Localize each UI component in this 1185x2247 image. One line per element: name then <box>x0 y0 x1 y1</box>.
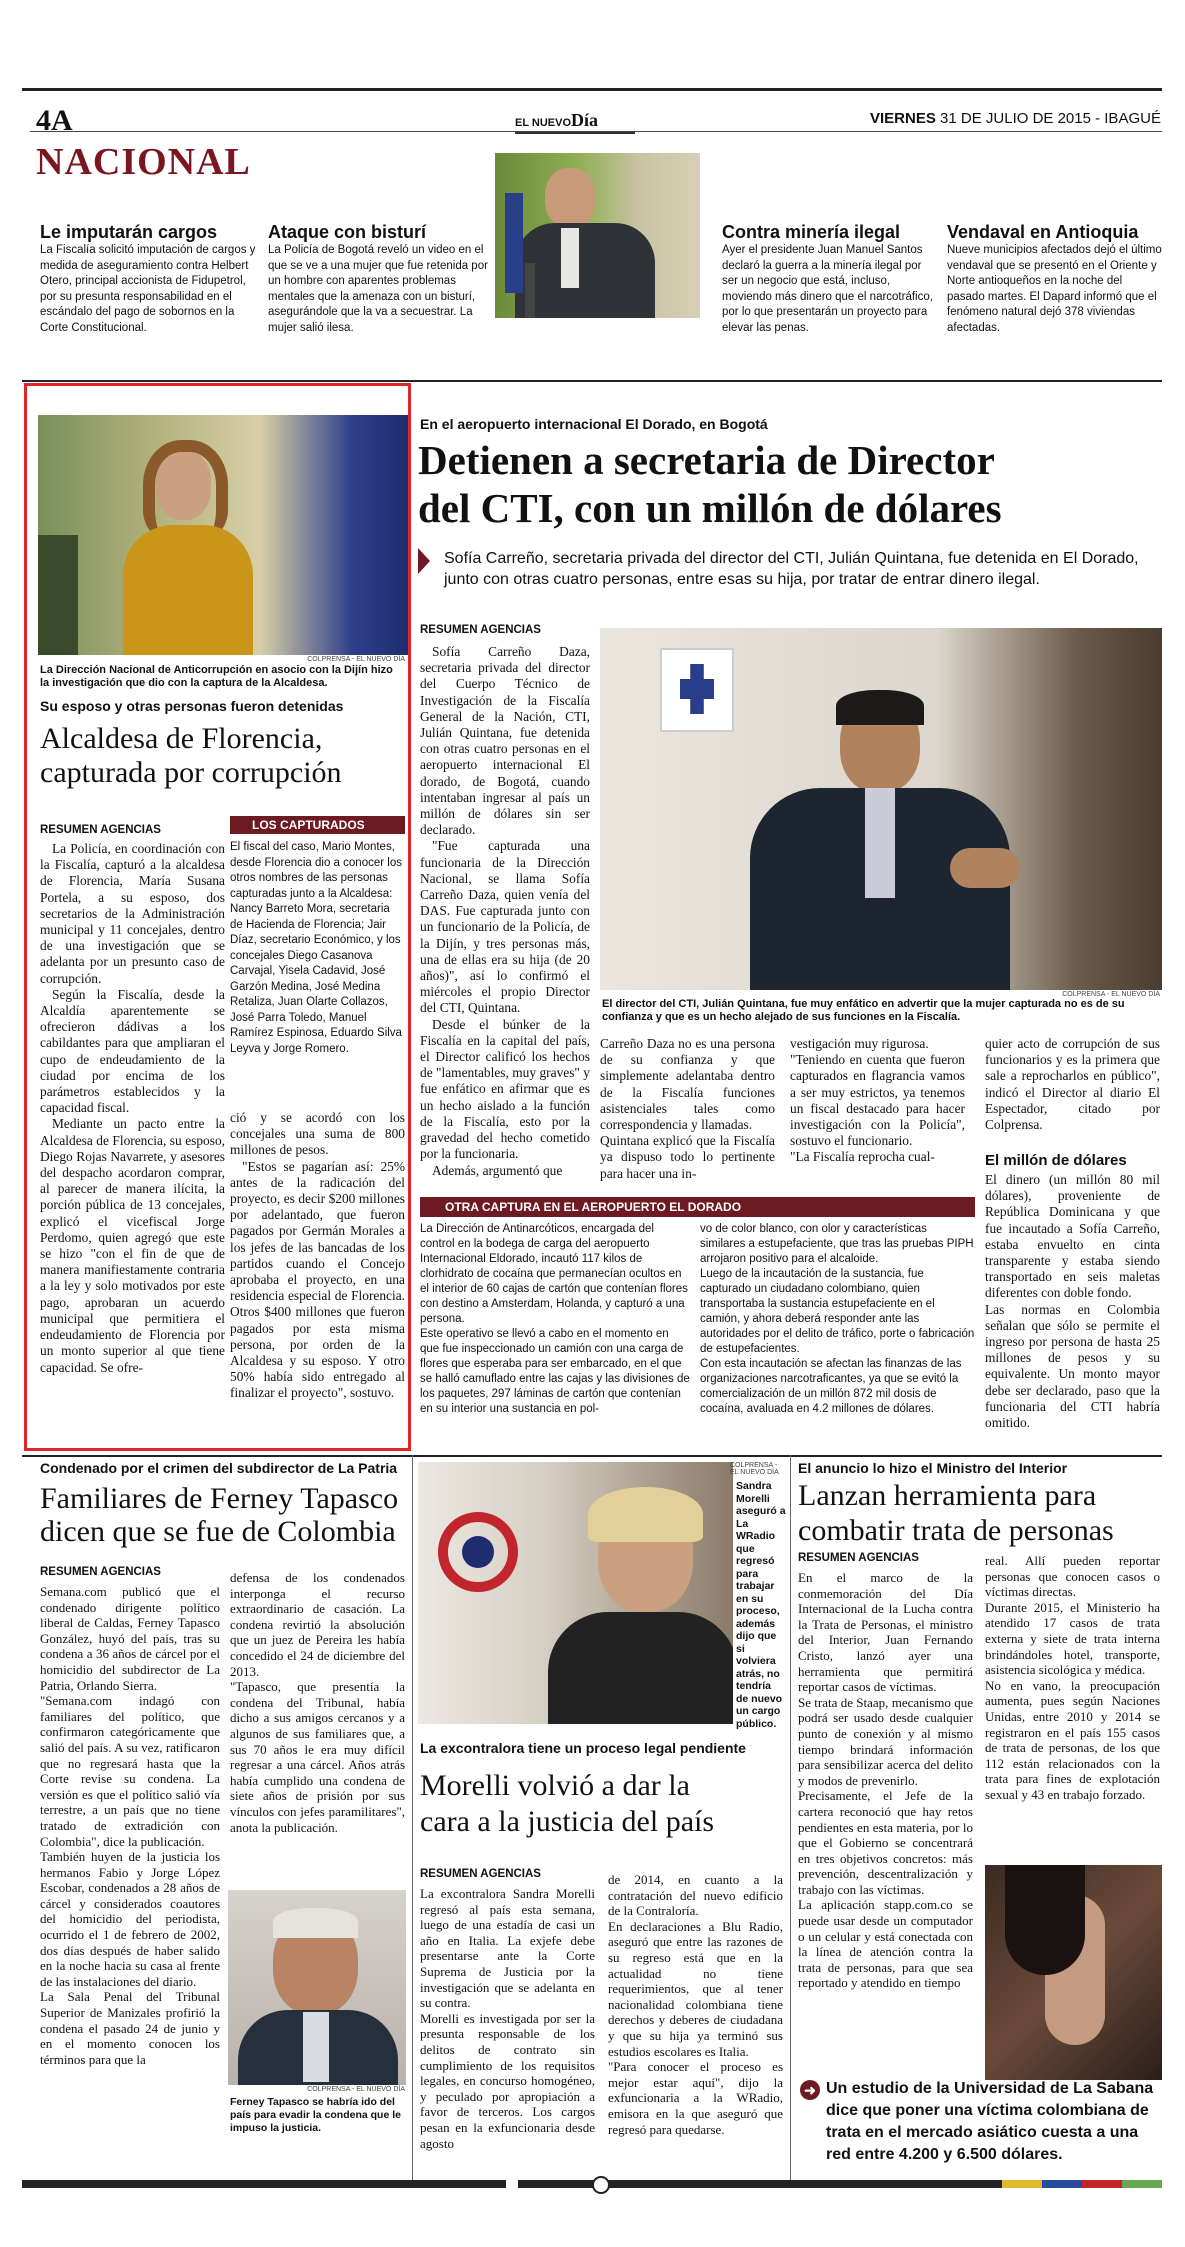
brief-imputaran: Le imputarán cargos La Fiscalía solicitó imputación de cargos y medida de aseguramiento contra Helbert Otero, principal accionista de Fidupetrol, por su presunta responsabilidad en el escándalo del pago de sobornos en la Corte Constitucional. <box>40 222 256 334</box>
column-rule-2 <box>790 1455 791 2180</box>
tapasco-headline: Familiares de Ferney Tapasco dicen que se fue de Colombia <box>40 1482 399 1548</box>
morelli-headline: Morelli volvió a dar la cara a la justicia del país <box>420 1769 715 1838</box>
issue-date: VIERNES 31 DE JULIO DE 2015 - IBAGUÉ <box>870 110 1161 127</box>
alcaldesa-headline: Alcaldesa de Florencia, capturada por corrupción <box>40 722 342 789</box>
contraloria-logo-icon <box>438 1512 518 1592</box>
cti-body-col4b: El dinero (un millón 80 mil dólares), proveniente de República Dominicana y que fue incautado a Sofía Carreño, estaba envuelto en cinta transparente y estaba siendo transportado en seis maletas diferentes con doble fondo. Las normas en Colombia señalan que sólo se permite el ingreso por persona de hasta 25 millones de pesos y su equivalente. Un monto mayor debe ser declarado, paso que la funcionaria del CTI habría omitido. <box>985 1172 1160 1431</box>
tapasco-caption: Ferney Tapasco se habría ido del país para evadir la condena que le impuso la justicia. <box>230 2096 401 2134</box>
tapasco-photo <box>228 1890 406 2085</box>
column-rule-1 <box>412 1455 413 2180</box>
alcaldesa-body-col1: La Policía, en coordinación con la Fiscalía, capturó a la alcaldesa de Florencia, María Susana Portela, a su esposo, dos secretarios de la Administración municipal y 11 concejales, dentro de una investigación que se adelanta por un presunto caso de corrupción. Según la Fiscalía, desde la Alcaldía aparentemente se ofrecieron dádivas a los cabildantes para que ampliaran el cupo de endeudamiento de la ciudad por encima de los parámetros establecidos y la capacidad fiscal. Mediante un pacto entre la Alcaldesa de Florencia, su esposo, Diego Rojas Navarrete, y asesores del despacho acordaron comprar, al parecer de manera ilícita, la porción pública de 13 concejales, explicó el vicefiscal Jorge Perdomo, quien agregó que este se hizo "con el fin de que de manera manifiestamente contraria a la ley y solo motivados por este pago, aprobaran un acuerdo municipal que permitiera el endeudamiento de Florencia por un monto superior al que tiene capacidad. Se ofre- <box>40 841 225 1375</box>
deck-arrow-icon <box>418 548 430 574</box>
capturados-box-text: El fiscal del caso, Mario Montes, desde Florencia dio a conocer los otros nombres de las personas capturadas junto a la Alcaldesa: Nancy Barreto Mora, secretaria de Hacienda de Florencia; Jair Díaz, secretario Económico, y los concejales Diego Casanova Carvajal, Yisela Cadavid, José Garzón Medina, José Medina Retaliza, Juan Olarte Collazos, José Parra Toledo, Manuel Ramírez Espinosa, Eduardo Silva Leyva y Jorge Romero. <box>230 841 402 1055</box>
otra-captura-box-title: OTRA CAPTURA EN EL AEROPUERTO EL DORADO <box>420 1197 975 1217</box>
trata-body-col1: En el marco de la conmemoración del Día Internacional de la Lucha contra la Trata de Personas, el ministro del Interior, Juan Fernando Cristo, lanzó ayer una herramienta que permitirá reportar casos de víctimas. Se trata de Staap, mecanismo que podrá ser usado desde cualquier punto de conexión y al mismo tiempo brindará información para sensibilizar acerca del delito y modos de prevenirlo. Precisamente, el Jefe de la cartera reconoció que hay retos pendientes en esta materia, por lo que el Gobierno se concentrará en tres objetivos concretos: más prevención, descentralización y trabajo con las víctimas. La aplicación stapp.com.co se puede usar desde un computador o un celular y está conectada con la línea de atención contra la trata de personas, para que sea reportado y atendido en tiempo <box>798 1570 973 1991</box>
trata-kicker: El anuncio lo hizo el Ministro del Interior <box>798 1460 1068 1476</box>
morelli-body-col1: La excontralora Sandra Morelli regresó al país esta semana, luego de una estadía de casi un año en Italia. La exjefe debe presentarse ante la Corte Suprema de Justicia por la investigación que se adelanta en su contra. Morelli es investigada por ser la presunta responsable de los delitos de contrato sin cumplimiento de los requisitos legales, en concurso homogéneo, y peculado por apropiación a favor de terceros. Los cargos pesan en la exfuncionaria desde agosto <box>420 1886 595 2151</box>
alcaldesa-body-col2: ció y se acordó con los concejales una suma de 800 millones de pesos. "Estos se pagarían así: 25% antes de la radicación del proyecto, es decir $200 millones por adelantado, que fueron pagados por Germán Morales a los jefes de las bancadas de los partidos cuando el Concejo aprobaba el proyecto, en una residencia especial de Florencia. Otros $400 millones que fueron pagados por esta misma persona, por orden de la Alcaldesa y su esposo. Y otro 50% había sido entregado al finalizar el proyecto", sostuvo. <box>230 1110 405 1401</box>
morelli-photo-credit: COLPRENSA - EL NUEVO DÍA <box>730 1462 779 1476</box>
cti-headline: Detienen a secretaria de Director del CTI, con un millón de dólares <box>418 437 1002 531</box>
quintana-photo <box>600 628 1162 990</box>
brief-bisturi: Ataque con bisturí La Policía de Bogotá reveló un video en el que se ve a una mujer que fue retenida por un hombre con aparentes problemas mentales que la amenaza con un bisturí, asegurándole que la va a secuestrar. La mujer salió ilesa. <box>268 222 488 334</box>
trata-headline: Lanzan herramienta para combatir trata de personas <box>798 1479 1114 1547</box>
cti-body-col4: quier acto de corrupción de sus funcionarios y es la primera que sale a reprocharlos en público", indicó el Director al diario El Espectador, citado por Colprensa. <box>985 1036 1160 1133</box>
alcaldesa-byline: RESUMEN AGENCIAS <box>40 824 161 836</box>
capturados-box-title: LOS CAPTURADOS <box>230 816 405 834</box>
alcaldesa-kicker: Su esposo y otras personas fueron detenidas <box>40 698 344 714</box>
cti-body-col1: Sofía Carreño Daza, secretaria privada del director del Cuerpo Técnico de Investigación de la Fiscalía General de la Nación, CTI, Julián Quintana, fue detenida con otras cuatro personas en el aeropuerto internacional El dorado, de Bogotá, cuando intentaban ingresar al país un millón de dólares sin ser declarado. "Fue capturada una funcionaria de la Dirección Nacional, se llama Sofía Carreño Daza, quien venía del DAS. Fue capturada junto con un funcionario de la Policía, de la Dijín, y tres personas más, una de ellas era su hija (de 20 años)", así lo confirmó el miércoles el propio Director del CTI, Quintana. Desde el búnker de la Fiscalía en la capital del país, el Director calificó los hechos de "lamentables, muy graves" y fue enfático en afirmar que es un hecho aislado a la función de la Fiscalía, esto por la gravedad del hecho cometido por la funcionaria. Además, argumentó que <box>420 644 590 1178</box>
tapasco-photo-credit: COLPRENSA - EL NUEVO DÍA <box>307 2086 405 2093</box>
alcaldesa-caption: La Dirección Nacional de Anticorrupción en asocio con la Dijín hizo la investigación que dio con la captura de la Alcaldesa. <box>40 664 393 689</box>
alcaldesa-photo-credit: COLPRENSA - EL NUEVO DÍA <box>307 656 405 663</box>
morelli-side-caption: Sandra Morelli aseguró a La WRadio que regresó para trabajar en su proceso, además dijo que si volviera atrás, no tendría de nuevo un cargo público. <box>736 1480 786 1730</box>
trata-body-col2: real. Allí pueden reportar personas que conocen casos o víctimas directas. Durante 2015, el Ministerio ha atendido 17 casos de trata externa y siete de trata interna brindándoles hotel, transporte, asistencia sicológica y médica. No en vano, la preocupación aumenta, pues según Naciones Unidas, entre 2010 y 2014 se registraron en el país 155 casos de trata de personas, de los que 112 están relacionados con la trata para fines de explotación sexual y 43 en trabajo forzado. <box>985 1553 1160 1802</box>
newspaper-logo: EL NUEVODía <box>515 110 635 134</box>
page-number: 4A <box>36 104 73 137</box>
quintana-caption: El director del CTI, Julián Quintana, fue muy enfático en advertir que la mujer capturada no es de su confianza y que es un hecho alejado de sus funciones en la Fiscalía. <box>602 998 1125 1023</box>
cti-body-col3: vestigación muy rigurosa. "Teniendo en cuenta que fueron capturados en flagrancia vamos a ser muy estrictos, ya tenemos un fiscal destacado para hacer investigación con la Policía", sostuvo el funcionario. "La Fiscalía reprocha cual- <box>790 1036 965 1165</box>
tapasco-byline: RESUMEN AGENCIAS <box>40 1566 161 1578</box>
trata-promo: Un estudio de la Universidad de La Sabana dice que poner una víctima colombiana de trata en el mercado asiático cuesta a una red entre 4.200 y 6.500 dólares. <box>826 2080 1154 2163</box>
quintana-photo-credit: COLPRENSA - EL NUEVO DÍA <box>1062 991 1160 998</box>
fiscalia-logo-icon <box>660 648 734 732</box>
trata-byline: RESUMEN AGENCIAS <box>798 1552 919 1564</box>
cti-deck: Sofía Carreño, secretaria privada del director del CTI, Julián Quintana, fue detenida en El Dorado, junto con otras cuatro personas, entre esas su hija, por tratar de entrar dinero ilegal. <box>444 550 1139 588</box>
otra-captura-col2: vo de color blanco, con olor y características similares a estupefaciente, que tras las pruebas PIPH arrojaron positivo para el alcaloide. Luego de la incautación de la sustancia, fue capturado un ciudadano colombiano, quien transportaba la sustancia estupefaciente en el camión, y ahora deberá responder ante las autoridades por el delito de tráfico, porte o fabricación de estupefacientes. Con esta incautación se afectan las finanzas de las organizaciones narcotraficantes, ya que se evitó la comercialización de un millón 872 mil dosis de cocaína, avaluada en 4.2 millones de dólares. <box>700 1223 975 1415</box>
morelli-body-col2: de 2014, en cuanto a la contratación del nuevo edificio de la Contraloría. En declaraciones a Blu Radio, aseguró que entre las razones de su regreso está que en la actualidad no tiene requerimientos, que al tener nacionalidad colombiana tiene derechos y deberes de ciudadana y que su hija ya terminó sus estudios escolares es Italia. "Para conocer el proceso es mejor estar aquí", dijo la exfuncionaria a la WRadio, emisora en la que aseguró que regresó para quedarse. <box>608 1872 783 2137</box>
brief-vendaval: Vendaval en Antioquia Nueve municipios afectados dejó el último vendaval que se presentó en el Oriente y Norte antioqueños en la noche del pasado martes. El Dapard informó que el fenómeno natural dejó 378 viviendas afectadas. <box>947 222 1162 334</box>
registration-mark-icon <box>592 2176 610 2194</box>
tapasco-body-col1: Semana.com publicó que el condenado dirigente político liberal de Caldas, Ferney Tapasco González, huyó del país, tras su condena a 36 años de cárcel por el homicidio del subdirector de La Patria, Orlando Sierra. "Semana.com indagó con familiares del político, que confirmaron categóricamente que salió del país. A su vez, ratificaron que no regresará hasta que la Corte revise su condena. La versión es que el político salió vía terrestre, a un país que no tiene tratado de extradición con Colombia", dice la publicación. También huyen de la justicia los hermanos Fabio y Jorge López Escobar, condenados a 28 años de cárcel y considerados coautores del homicidio del periodista, ocurrido el 1 de febrero de 2002, dos días después de haber salido en la noche hacia su casa al frente de las instalaciones del diario. La Sala Penal del Tribunal Superior de Manizales profirió la condena el pasado 24 de junio y en el momento conocen los términos para que la <box>40 1584 220 2067</box>
header-top-rule <box>22 88 1162 91</box>
cti-byline: RESUMEN AGENCIAS <box>420 624 541 636</box>
tapasco-body-col2: defensa de los condenados interponga el recurso extraordinario de casación. La condena revirtió la absolución que un juez de Pereira les había concedido el 24 de diciembre del 2013. "Tapasco, que presentía la condena del Tribunal, había dicho a sus amigos cercanos y a algunos de sus familiares que, a sus 70 años le era muy difícil regresar a una cárcel. Años atrás había cumplido una condena de siete años de prisión por sus vínculos con jefes paramilitares", anota la publicación. <box>230 1570 405 1835</box>
bottom-divider <box>22 1455 1162 1457</box>
morelli-byline: RESUMEN AGENCIAS <box>420 1868 541 1880</box>
morelli-kicker: La excontralora tiene un proceso legal pendiente <box>420 1740 746 1756</box>
otra-captura-col1: La Dirección de Antinarcóticos, encargada del control en la bodega de carga del aeropuerto Internacional Eldorado, incautó 117 kilos de clorhidrato de cocaína que permanecían ocultos en el interior de 60 cajas de cartón que contenían flores con destino a Amsterdam, Holanda, y capturó a una persona. Este operativo se llevó a cabo en el momento en que fue inspeccionado un camión con una carga de flores que esperaba para ser embarcado, en el que se halló camuflado entre las cajas y las divisiones de los paquetes, 297 láminas de cartón que contenían en su interior una sustancia en pol- <box>420 1223 690 1415</box>
alcaldesa-photo <box>38 415 408 655</box>
section-title: NACIONAL <box>36 141 251 183</box>
santos-photo <box>495 153 700 318</box>
cti-kicker: En el aeropuerto internacional El Dorado, en Bogotá <box>420 416 768 432</box>
morelli-photo <box>418 1462 733 1724</box>
trata-photo <box>985 1865 1162 2080</box>
tapasco-kicker: Condenado por el crimen del subdirector de La Patria <box>40 1460 398 1476</box>
header-rule <box>30 131 1162 132</box>
cti-subhead: El millón de dólares <box>985 1152 1127 1169</box>
promo-arrow-icon: ➜ <box>800 2080 820 2100</box>
brief-mineria: Contra minería ilegal Ayer el presidente Juan Manuel Santos declaró la guerra a la minería ilegal por ser un negocio que está, incluso, moviendo más dinero que el narcotráfico, por lo que presentarán un proyecto para elevar las penas. <box>722 222 933 334</box>
section-divider <box>22 380 1162 382</box>
cti-body-col2: Carreño Daza no es una persona de su confianza y que simplemente adelantaba dentro de la Fiscalía funciones asistenciales tales como correspondencia y llamadas. Quintana explicó que la Fiscalía ya dispuso todo lo pertinente para hacer una in- <box>600 1036 775 1181</box>
